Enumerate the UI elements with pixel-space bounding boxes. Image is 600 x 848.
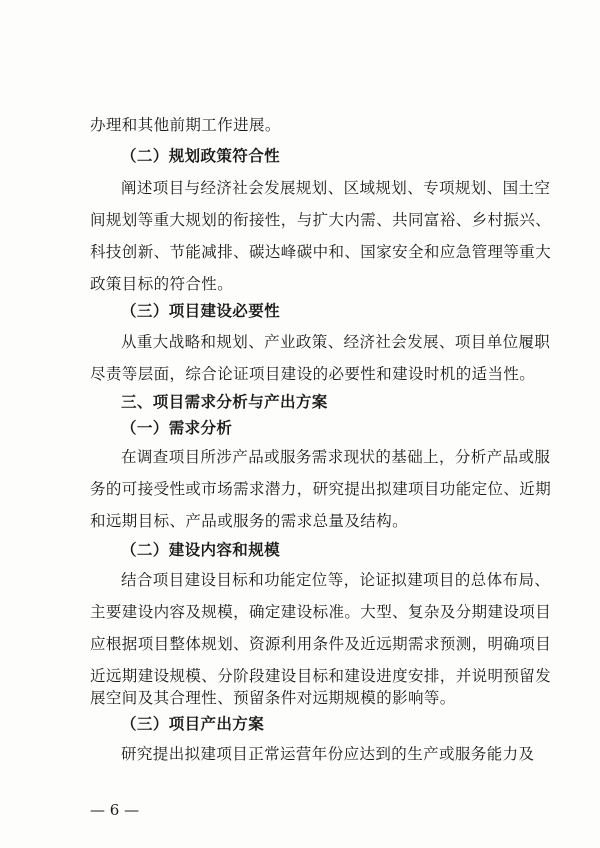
paragraph-line: 间规划等重大规划的衔接性，与扩大内需、共同富裕、乡村振兴、 <box>90 211 552 229</box>
paragraph-line: 科技创新、节能减排、碳达峰碳中和、国家安全和应急管理等重大 <box>90 243 552 261</box>
section-heading-output-plan: （三）项目产出方案 <box>121 714 265 733</box>
paragraph-line: 近远期建设规模、分阶段建设目标和建设进度安排，并说明预留发 <box>90 667 552 685</box>
paragraph-line: 阐述项目与经济社会发展规划、区域规划、专项规划、国土空 <box>121 179 551 197</box>
section-heading-necessity: （三）项目建设必要性 <box>121 301 281 320</box>
paragraph-line: 在调查项目所涉产品或服务需求现状的基础上，分析产品或服 <box>121 448 551 466</box>
paragraph-line: 主要建设内容及规模，确定建设标准。大型、复杂及分期建设项目 <box>90 603 552 621</box>
paragraph-line: 务的可接受性或市场需求潜力，研究提出拟建项目功能定位、近期 <box>90 480 552 498</box>
section-heading-content-scale: （二）建设内容和规模 <box>121 540 281 559</box>
paragraph-line: 展空间及其合理性、预留条件对远期规模的影响等。 <box>90 689 456 707</box>
paragraph-line: 应根据项目整体规划、资源利用条件及近远期需求预测，明确项目 <box>90 635 552 653</box>
page-number: — 6 — <box>90 801 140 819</box>
paragraph-line: 政策目标的符合性。 <box>90 275 234 293</box>
paragraph-line: 从重大战略和规划、产业政策、经济社会发展、项目单位履职 <box>121 333 551 351</box>
paragraph-line: 研究提出拟建项目正常运营年份应达到的生产或服务能力及 <box>121 745 535 763</box>
paragraph-line: 结合项目建设目标和功能定位等，论证拟建项目的总体布局、 <box>121 571 551 589</box>
paragraph-line: 和远期目标、产品或服务的需求总量及结构。 <box>90 512 409 530</box>
paragraph-line: 办理和其他前期工作进展。 <box>90 116 281 134</box>
paragraph-line: 尽责等层面，综合论证项目建设的必要性和建设时机的适当性。 <box>90 365 536 383</box>
chapter-heading-demand-analysis: 三、项目需求分析与产出方案 <box>121 392 328 411</box>
section-heading-planning-policy: （二）规划政策符合性 <box>121 146 281 165</box>
section-heading-demand: （一）需求分析 <box>121 418 233 437</box>
